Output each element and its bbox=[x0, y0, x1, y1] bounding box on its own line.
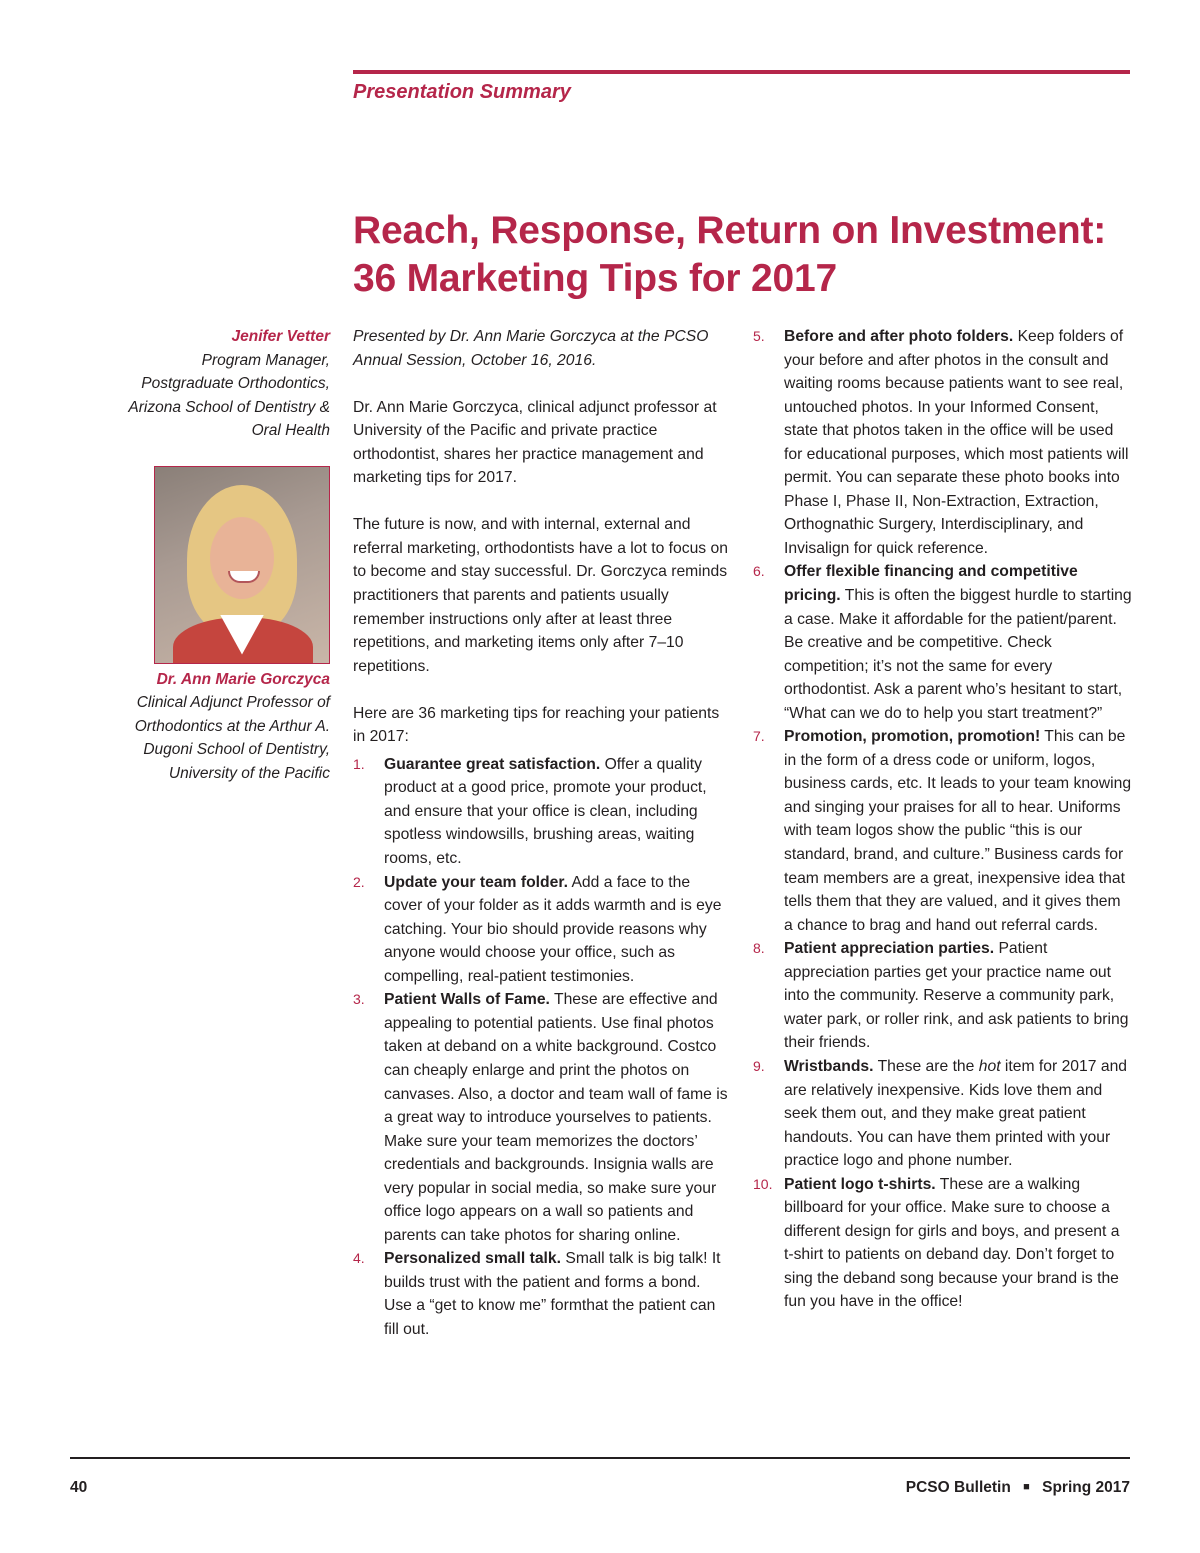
tip-number: 9. bbox=[753, 1057, 765, 1074]
tip-number: 1. bbox=[353, 755, 365, 772]
photo-face bbox=[210, 517, 274, 599]
author-line: Arizona School of Dentistry & bbox=[128, 398, 330, 416]
author-line: University of the Pacific bbox=[168, 764, 330, 782]
tip-item bbox=[353, 988, 731, 1247]
author-gorczyca bbox=[95, 668, 330, 786]
tip-number: 2. bbox=[353, 873, 365, 890]
tip-text: Add a face to the cover of your folder as it adds warmth and is eye catching. Your bio should provide reasons why anyone would choose your office, such as compelling, real-patient testimonies. bbox=[384, 873, 722, 985]
tip-number: 3. bbox=[353, 991, 365, 1008]
tip-item bbox=[753, 937, 1133, 1055]
author-line: Oral Health bbox=[251, 422, 330, 439]
tip-title: Wristbands. bbox=[784, 1057, 874, 1075]
headline-line-2: 36 Marketing Tips for 2017 bbox=[353, 257, 837, 300]
tip-title: Patient logo t-shirts. bbox=[784, 1175, 936, 1193]
tip-number: 8. bbox=[753, 940, 765, 957]
tip-number: 6. bbox=[753, 563, 765, 580]
body-paragraph: Here are 36 marketing tips for reaching your patients in 2017: bbox=[353, 704, 720, 746]
section-label: Presentation Summary bbox=[353, 81, 571, 103]
footer-publication bbox=[906, 1479, 1130, 1497]
tip-text-emphasis: hot bbox=[978, 1057, 1001, 1075]
body-paragraph: Dr. Ann Marie Gorczyca, clinical adjunct professor at University of the Pacific and private practice orthodontist, shares her practice management and marketing tips for 2017. bbox=[353, 398, 717, 487]
tip-number: 7. bbox=[753, 728, 765, 745]
author-line: Postgraduate Orthodontics, bbox=[141, 375, 330, 392]
article-headline bbox=[353, 207, 1153, 303]
tip-text-after: item for 2017 and are relatively inexpensive. Kids love them and seek them out, and they make great patient handouts. You can have them printed with your practice logo and phone number. bbox=[784, 1057, 1128, 1170]
tip-text: This can be in the form of a dress code or uniform, logos, business cards, etc. It leads to your team knowing and singing your praises for all to hear. Uniforms with team logos show the public “this is our standard, brand, and culture.” Business cards for team members are a great, inexpensive idea that tells them that they are valued, and it gives them a chance to brag and hand out referral cards. bbox=[784, 728, 1132, 934]
tip-title: Guarantee great satisfaction. bbox=[384, 755, 601, 773]
author-vetter bbox=[95, 325, 330, 443]
tip-title: Before and after photo folders. bbox=[784, 328, 1014, 345]
tip-title: Patient Walls of Fame. bbox=[384, 991, 550, 1009]
page-number: 40 bbox=[70, 1479, 88, 1496]
tip-item bbox=[753, 560, 1133, 725]
tip-title: Update your team folder. bbox=[384, 873, 568, 891]
tip-item bbox=[753, 1173, 1133, 1314]
tip-item bbox=[353, 871, 731, 989]
body-column-left bbox=[353, 325, 731, 1342]
author-line: Orthodontics at the Arthur A. bbox=[134, 717, 330, 735]
tip-text: Patient appreciation parties get your practice name out into the community. Reserve a community park, water park, or roller rink, and ask patients to bring their friends. bbox=[784, 940, 1129, 1052]
tip-title: Patient appreciation parties. bbox=[784, 940, 995, 958]
author-photo bbox=[154, 466, 330, 664]
tip-item bbox=[353, 1247, 731, 1341]
tip-number: 5. bbox=[753, 328, 765, 344]
tip-title: Personalized small talk. bbox=[384, 1250, 561, 1268]
intro-paragraph: Presented by Dr. Ann Marie Gorczyca at the PCSO Annual Session, October 16, 2016. bbox=[353, 328, 709, 369]
publication-name: PCSO Bulletin bbox=[905, 1479, 1011, 1496]
tip-text-before: These are the bbox=[877, 1057, 975, 1075]
tip-text: These are a walking billboard for your office. Make sure to choose a different design for girls and boys, and present a t-shirt to patients on deband day. Don’t forget to sing the deband song because your brand is the fun you have in the office! bbox=[784, 1175, 1120, 1311]
tip-text: Small talk is big talk! It builds trust with the patient and forms a bond. Use a “get to know me” formthat the patient can fill out. bbox=[384, 1250, 721, 1338]
body-paragraph: The future is now, and with internal, external and referral marketing, orthodontists have a lot to focus on to become and stay successful. Dr. Gorczyca reminds practitioners that parents and patients usually remember instructions only after at least three repetitions, and marketing items only after 7–10 repetitions. bbox=[353, 516, 728, 675]
top-rule bbox=[353, 70, 1130, 74]
headline-line-1: Reach, Response, Return on Investment: bbox=[353, 209, 1107, 252]
author-name: Dr. Ann Marie Gorczyca bbox=[156, 670, 330, 688]
author-line: Dugoni School of Dentistry, bbox=[143, 741, 330, 758]
tip-item bbox=[753, 725, 1133, 937]
tip-item bbox=[753, 325, 1133, 560]
tip-item bbox=[353, 753, 731, 871]
tips-list bbox=[353, 753, 731, 1342]
tip-text: Offer a quality product at a good price, promote your product, and ensure that your office is clean, including spotless windowsills, brushing areas, waiting rooms, etc. bbox=[384, 755, 707, 868]
tip-title: Promotion, promotion, promotion! bbox=[784, 728, 1041, 746]
tip-item bbox=[753, 1055, 1133, 1173]
body-column-right bbox=[753, 325, 1133, 1314]
separator-square-icon: ■ bbox=[1023, 1481, 1030, 1493]
author-name: Jenifer Vetter bbox=[231, 328, 330, 345]
tip-number: 4. bbox=[353, 1250, 365, 1267]
author-sidebar bbox=[95, 325, 330, 785]
bottom-rule bbox=[70, 1457, 1130, 1459]
author-line: Program Manager, bbox=[201, 351, 330, 369]
author-line: Clinical Adjunct Professor of bbox=[136, 694, 330, 711]
tip-text: This is often the biggest hurdle to starting a case. Make it affordable for the patient/parent. Be creative and be competitive. Check competition; it’s not the same for every orthodontist. Ask a parent who’s hesitant to start, “What can we do to help you start treatment?” bbox=[784, 587, 1132, 722]
tip-text: Keep folders of your before and after photos in the consult and waiting rooms because patients want to see real, untouched photos. In your Informed Consent, state that photos taken in the office will be used for educational purposes, which most patients will permit. You can separate these photo books into Phase I, Phase II, Non-Extraction, Extraction, Orthognathic Surgery, Interdisciplinary, and Invisalign for quick reference. bbox=[784, 328, 1129, 557]
issue-date: Spring 2017 bbox=[1042, 1479, 1130, 1496]
tip-number: 10. bbox=[753, 1175, 773, 1192]
tip-title: Offer flexible financing and competitive pricing. bbox=[784, 563, 1078, 605]
tips-list-continued bbox=[753, 325, 1133, 1314]
tip-text: These are effective and appealing to potential patients. Use final photos taken at deband on a white background. Costco can cheaply enlarge and print the photos on canvases. Also, a doctor and team wall of fame is a great way to introduce yourselves to patients. Make sure your team memorizes the doctors’ credentials and backgrounds. Insignia walls are very popular in social media, so make sure your office logo appears on a wall so patients and parents can take photos for sharing online. bbox=[384, 991, 728, 1244]
